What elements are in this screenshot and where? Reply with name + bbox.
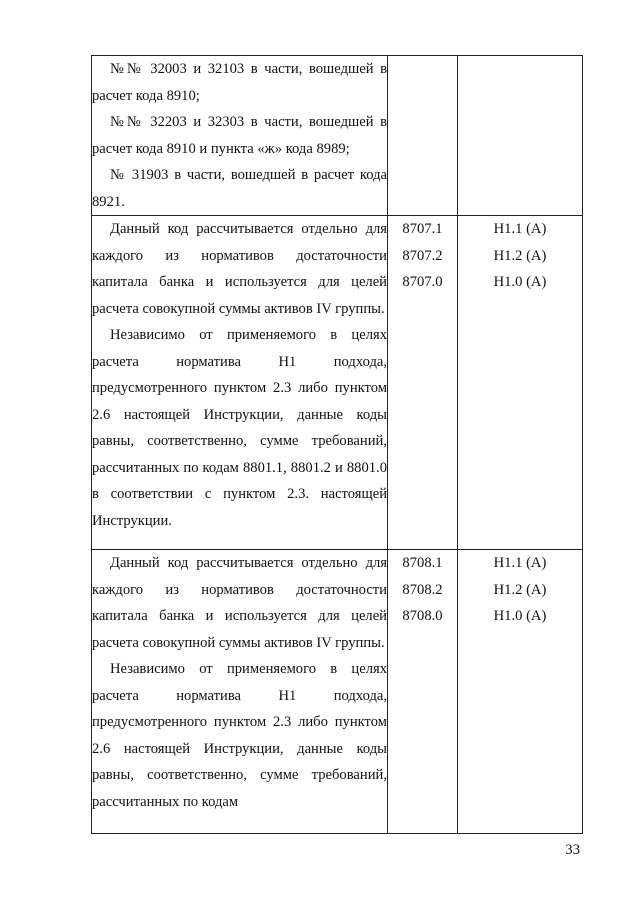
code-value: 8707.1 — [402, 221, 443, 237]
instruction-table — [91, 55, 583, 834]
norm-value: Н1.0 (А) — [493, 608, 547, 624]
norm-value: Н1.2 (А) — [493, 581, 547, 598]
description-cell — [92, 216, 388, 550]
paragraph: Данный код рассчитывается отдельно для каждого из нормативов достаточности капитала банка и используется для целей расчета совокупной суммы активов IV группы. — [92, 555, 387, 651]
code-value: 8708.2 — [402, 581, 443, 598]
code-value: 8708.1 — [402, 555, 443, 571]
norm-cell — [458, 550, 583, 834]
code-cell — [388, 216, 458, 550]
code-cell — [388, 56, 458, 216]
norm-cell — [458, 56, 583, 216]
norm-value: Н1.0 (А) — [493, 274, 547, 290]
code-value: 8707.2 — [402, 247, 443, 264]
paragraph: Независимо от применяемого в целях расчета норматива Н1 подхода, предусмотренного пунктом 2.3 либо пунктом 2.6 настоящей Инструкции, данные коды равны, соответственно, сумме требований, рассчитанных по кодам 8801.1, 8801.2 и 8801.0 в соответствии с пунктом 2.3. настоящей Инструкции. — [92, 327, 387, 529]
paragraph: Независимо от применяемого в целях расчета норматива Н1 подхода, предусмотренного пунктом 2.3 либо пунктом 2.6 настоящей Инструкции, данные коды равны, соответственно, сумме требований, рассчитанных по кодам — [92, 661, 387, 810]
page-number: 33 — [565, 842, 580, 858]
table-row — [92, 216, 583, 550]
paragraph: № 31903 в части, вошедшей в расчет кода 8921. — [92, 167, 387, 210]
table-row — [92, 550, 583, 834]
table-row — [92, 56, 583, 216]
description-cell — [92, 550, 388, 834]
description-cell — [92, 56, 388, 216]
code-value: 8707.0 — [402, 274, 443, 290]
norm-value: Н1.1 (А) — [493, 555, 547, 571]
paragraph: Данный код рассчитывается отдельно для каждого из нормативов достаточности капитала банка и используется для целей расчета совокупной суммы активов IV группы. — [92, 221, 387, 317]
norm-cell — [458, 216, 583, 550]
paragraph: №№ 32003 и 32103 в части, вошедшей в расчет кода 8910; — [92, 61, 387, 104]
code-cell — [388, 550, 458, 834]
norm-value: Н1.1 (А) — [493, 221, 547, 237]
code-value: 8708.0 — [402, 608, 443, 624]
norm-value: Н1.2 (А) — [493, 247, 547, 264]
paragraph: №№ 32203 и 32303 в части, вошедшей в расчет кода 8910 и пункта «ж» кода 8989; — [92, 114, 387, 157]
